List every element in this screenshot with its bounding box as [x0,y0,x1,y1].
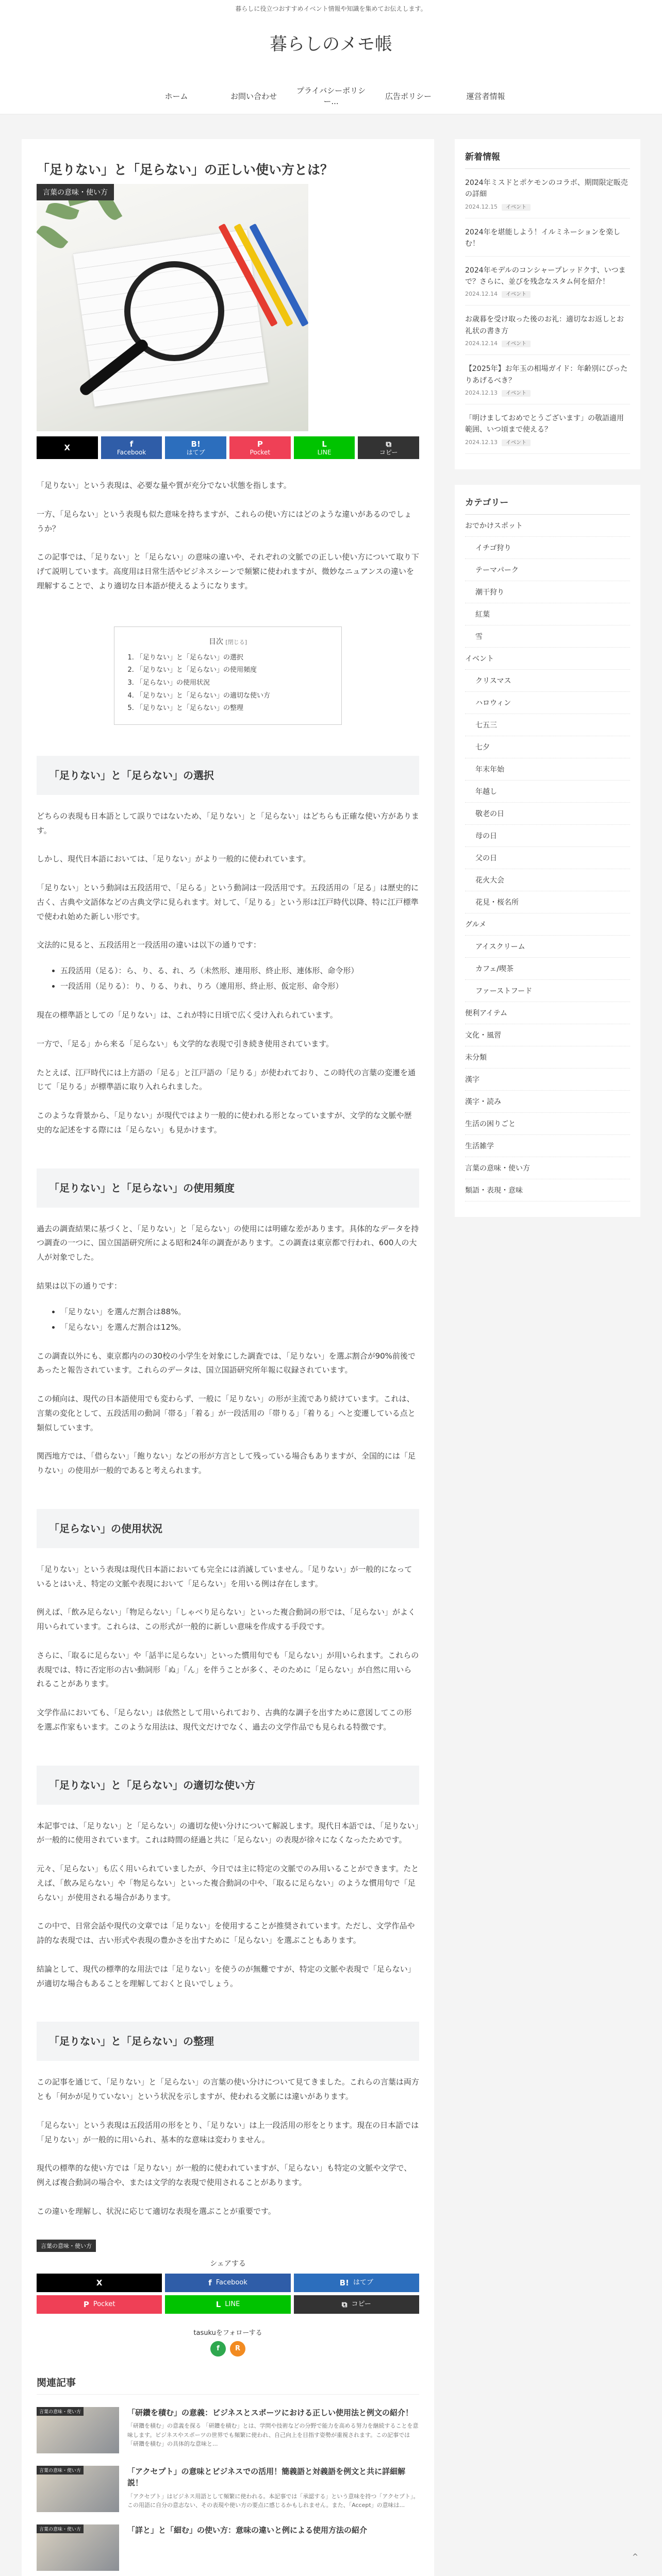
content-wrapper [0,139,662,2576]
share-button[interactable] [229,436,291,459]
section-paragraph: どちらの表現も日本語として誤りではないため、「足りない」と「足らない」はどちらも正確な使い方があります。 [37,811,419,835]
share-icon: P [83,2299,89,2309]
site-title[interactable] [0,15,662,78]
toc-item[interactable]: 3. 「足らない」の使用状況 [136,677,331,690]
nav-item[interactable]: ホーム [164,91,188,101]
toc-item[interactable]: 1. 「足りない」と「足らない」の選択 [136,652,331,665]
intro-paragraph: 「足りない」という表現は、必要な量や質が充分でない状態を指します。 [37,481,291,490]
section-paragraph: この記事を通じて、「足りない」と「足らない」の言葉の使い分けについて見てきました。これらの言葉は両方とも「何かが足りていない」という状況を示しますが、使われる文脈には違いがあります。 [37,2077,419,2102]
section-paragraph: 「足らない」という表現は五段活用の形をとり、「足りない」は上一段活用の形をとります。現在の日本語では「足りない」が一般的に用いられ、基本的な意味は変わりません。 [37,2120,419,2144]
new-post-item[interactable] [465,169,630,218]
article-title: 「足りない」と「足らない」の正しい使い方とは？ [37,162,334,177]
section-paragraph: 現在の標準語としての「足りない」は、これが特に日頃で広く受け入れられています。 [37,1010,338,1020]
section-paragraph: しかし、現代日本語においては、「足りない」がより一般的に使われています。 [37,854,311,864]
share-heading: シェアする [210,2259,246,2268]
category-link[interactable]: 言葉の意味・使い方 [465,1157,630,1179]
category-link[interactable]: 便利アイテム [465,1002,630,1024]
nav-item[interactable]: プライバシーポリシー... [296,86,366,106]
related-thumbnail[interactable] [37,2407,119,2453]
new-post-title[interactable]: 2024年ミスドとポケモンのコラボ、期間限定販売の詳細 [465,179,628,199]
share-button[interactable] [294,2295,419,2314]
new-post-meta [465,438,630,447]
share-icon: B! [339,2278,349,2287]
share-icon: L [322,439,327,449]
related-text [127,2407,419,2453]
category-link[interactable]: アイスクリーム [465,936,630,958]
nav-item[interactable]: 運営者情報 [466,91,505,101]
section-paragraph: 一方で、「足る」から来る「足らない」も文学的な表現で引き続き使用されています。 [37,1039,334,1048]
category-link[interactable]: 類語・表現・意味 [465,1179,630,1201]
new-post-meta [465,339,630,348]
toc-item[interactable]: 4. 「足りない」と「足らない」の適切な使い方 [136,690,331,703]
category-link[interactable]: 潮干狩り [465,581,630,603]
list-item: • 「足らない」を選んだ割合は12%。 [60,1319,419,1335]
list-item: • 五段活用（足る）：ら、り、る、れ、ろ（未然形、連用形、終止形、連体形、命令形） [60,963,419,978]
list-item: • 「足りない」を選んだ割合は88%。 [60,1304,419,1319]
new-post-title[interactable]: 2024年を堪能しよう！イルミネーションを楽しむ！ [465,228,621,248]
section-paragraph: 元々、「足らない」も広く用いられていましたが、今日では主に特定の文脈でのみ用いることができます。たとえば、「飲み足らない」や「物足らない」といった複合動詞の中や、「取るに足らない」のような慣用句で「足らない」が使用される場合があります。 [37,1864,419,1902]
category-link[interactable]: 花見・桜名所 [465,891,630,913]
share-icon: f [129,439,134,449]
share-button[interactable] [294,2274,419,2292]
intro-paragraph: 一方、「足らない」という表現も似た意味を持ちますが、これらの使い方にはどのような違いがあるのでしょうか？ [37,509,412,533]
toc-item[interactable]: 5. 「足りない」と「足らない」の整理 [136,702,331,715]
category-link[interactable]: 未分類 [465,1046,630,1069]
related-thumbnail[interactable] [37,2466,119,2512]
toc-list [125,652,331,715]
section-paragraph: 過去の調査結果に基づくと、「足りない」と「足らない」の使用には明確な差があります。具体的なデータを持つ調査の一つに、国立国語研究所による昭和24年の調査があります。この調査は東京都で行われ、600人の大人が対象でした。 [37,1224,419,1262]
section-heading: 「足りない」と「足らない」の整理 [37,2022,419,2061]
share-label: コピー [351,2300,371,2308]
new-post-date: 2024.12.15 [465,203,498,210]
new-post-badge: イベント [502,341,531,347]
related-thumbnail[interactable] [37,2524,119,2571]
section-heading: 「足りない」と「足らない」の選択 [37,756,419,795]
new-post-date: 2024.12.14 [465,340,498,347]
new-post-title[interactable]: 【2025年】お年玉の相場ガイド：年齢別にぴったりあげるべき？ [465,365,628,385]
share-button[interactable] [101,436,162,459]
share-label: LINE [317,448,332,456]
share-icon: L [216,2299,221,2309]
new-posts-widget [455,139,640,469]
section-paragraph: 例えば、「飲み足らない」「物足らない」「しゃべり足らない」といった複合動詞の形では、「足らない」がよく用いられています。これらは、この形式が一般的に新しい意味を作成する手段です。 [37,1607,416,1632]
category-link[interactable]: 漢字・読み [465,1091,630,1113]
new-post-item[interactable] [465,306,630,355]
related-article[interactable] [37,2407,419,2453]
related-text [127,2466,419,2512]
share-icon: f [208,2278,212,2287]
section-paragraph: 文学作品においても、「足らない」は依然として用いられており、古典的な調子を出すために意図してこの形を選ぶ作家もいます。このような用法は、現代文だけでなく、過去の文学作品でも見られる特徴です。 [37,1708,412,1732]
new-post-date: 2024.12.14 [465,291,498,298]
section-list [37,1304,419,1335]
share-label: コピー [379,448,398,456]
share-button[interactable] [165,2274,290,2292]
new-post-badge: イベント [502,204,531,211]
category-link[interactable]: 紅葉 [465,603,630,625]
category-link[interactable]: 年越し [465,781,630,803]
new-posts-heading: 新着情報 [465,149,630,169]
nav-item[interactable]: お問い合わせ [230,91,277,101]
category-link[interactable]: カフェ/喫茶 [465,958,630,980]
toc-title: 目次 [208,637,223,646]
new-post-item[interactable] [465,355,630,404]
category-link[interactable]: 敬老の日 [465,803,630,825]
new-post-meta [465,202,630,212]
related-category: 言葉の意味・使い方 [37,2524,84,2533]
share-label: はてブ [353,2278,373,2286]
section-paragraph: 「足りない」という動詞は五段活用で、「足らる」という動詞は一段活用です。五段活用の「足る」は歴史的に古く、古典や文語体などの古典文学に見られます。対して、「足りる」という形は江戸時代以降、特に江戸標準で使われ始めた新しい形です。 [37,883,419,921]
new-post-badge: イベント [502,439,531,446]
section-paragraph: さらに、「取るに足らない」や「話半に足らない」といった慣用句でも「足らない」が用いられます。これらの表現では、特に否定形の古い動詞形「ぬ」「ん」を伴うことが多く、そのために「足らない」が自然に用いられることがあります。 [37,1650,419,1689]
follow-icons [37,2341,419,2357]
section-paragraph: 「足りない」という表現は現代日本語においても完全には消滅していません。「足りない」が一般的になっているとはいえ、特定の文脈や表現において「足らない」を用いる例は存在します。 [37,1564,412,1588]
related-article[interactable] [37,2524,419,2571]
section-paragraph: 本記事では、「足りない」と「足らない」の適切な使い分けについて解説します。現代日本語では、「足りない」が一般的に使用されています。これは時間の経過と共に「足らない」の表現が徐々になくなったためです。 [37,1821,419,1845]
article-body [37,479,419,2571]
share-label: Pocket [250,448,271,456]
share-button[interactable] [37,2274,162,2292]
new-post-item[interactable] [465,218,630,257]
category-link[interactable]: 七五三 [465,714,630,736]
category-label[interactable]: 言葉の意味・使い方 [37,184,114,200]
toc-heading [125,636,331,647]
share-label: Pocket [93,2300,115,2308]
category-link[interactable]: 花火大会 [465,869,630,891]
hero-image [37,184,308,431]
share-icon: P [257,439,263,449]
share-button[interactable] [37,436,98,459]
list-item: • 一段活用（足りる）：り、りる、りれ、りろ（連用形、終止形、仮定形、命令形） [60,978,419,994]
section-heading: 「足りない」と「足らない」の使用頻度 [37,1168,419,1208]
category-link[interactable]: 七夕 [465,736,630,758]
section-paragraph: この調査以外にも、東京都内のの30校の小学生を対象にした調査では、「足りない」を選ぶ割合が90%前後であったと報告されています。これらのデータは、国立国語研究所年報に収録されています。 [37,1351,416,1375]
new-post-item[interactable] [465,257,630,306]
related-heading: 関連記事 [37,2375,419,2395]
category-link[interactable]: 文化・風習 [465,1024,630,1046]
share-icon: B! [191,439,201,449]
section-paragraph: この中で、日常会話や現代の文章では「足りない」を使用することが推奨されています。ただし、文学作品や詩的な表現では、古い形式や表現の豊かさを出すために「足らない」を選ぶこともあります。 [37,1921,415,1945]
share-button[interactable] [165,436,226,459]
related-article[interactable] [37,2466,419,2512]
section-heading: 「足りない」と「足らない」の適切な使い方 [37,1766,419,1805]
global-nav [0,78,662,114]
category-link[interactable]: 生活雑学 [465,1135,630,1157]
section-paragraph: たとえば、江戸時代には上方語の「足る」と江戸語の「足りる」が使われており、この時代の言葉の変遷を通じて「足りる」が標準語に取り入れられました。 [37,1067,416,1092]
section-paragraph: この傾向は、現代の日本語使用でも変わらず、一般に「足りない」の形が主流であり続けています。これは、言葉の変化として、五段活用の動詞「帯る」「着る」が一段活用の「帯りる」「着りる」へと変遷している点と類似しています。 [37,1394,416,1432]
section-paragraph: 結論として、現代の標準的な用法では「足りない」を使うのが無難ですが、特定の文脈や表現で「足らない」が適切な場合もあることを理解しておくと良いでしょう。 [37,1964,416,1988]
related-snippet: 「アクセプト」はビジネス用語として頻繁に使われる。本記事では「承認する」という意味を持つ「アクセプト」。この用語に自分の意志ない、その表現や使い方の要点に感じるかもしれません。また、「Accept」の意味は... [127,2493,419,2509]
share-label: LINE [225,2300,240,2308]
share-button[interactable] [165,2295,290,2314]
share-label: Facebook [117,448,146,456]
share-button[interactable] [37,2295,162,2314]
intro-paragraph: この記事では、「足りない」と「足らない」の意味の違いや、それぞれの文脈での正しい使い方について取り下げて説明しています。高度用は日常生活やビジネスシーンで頻繁に使われますが、微妙なニュアンスの違いを理解することで、より適切な日本語が使えるようになります。 [37,552,419,590]
section-paragraph: 現代の標準的な使い方では「足りない」が一般的に使われていますが、「足らない」も特定の文脈や文学で、例えば複合動詞の場合や、または文学的な表現で使用されることがあります。 [37,2163,412,2188]
share-buttons-bottom [37,2274,419,2314]
category-link[interactable]: ハロウィン [465,692,630,714]
rss-icon[interactable]: R [230,2341,245,2357]
section-paragraph: 結果は以下の通りです： [37,1281,122,1291]
new-post-date: 2024.12.13 [465,389,498,396]
toc-toggle[interactable]: [閉じる] [225,638,247,646]
related-text [127,2524,367,2571]
new-post-date: 2024.12.13 [465,438,498,446]
category-link[interactable]: 年末年始 [465,758,630,781]
nav-item[interactable]: 広告ポリシー [385,91,432,101]
tag-label[interactable]: 言葉の意味・使い方 [37,2240,96,2252]
section-paragraph: 関西地方では、「借らない」「飽りない」などの形が方言として残っている場合もありますが、全国的には「足りない」の使用が一般的であると考えられます。 [37,1451,416,1476]
related-title[interactable]: 「詳と」と「細む」の使い方：意味の違いと例による使用方法の紹介 [127,2525,368,2535]
section-paragraph: 文法的に見ると、五段活用と一段活用の違いは以下の通りです： [37,940,261,950]
new-post-title[interactable]: お歳暮を受け取った後のお礼：適切なお返しとお礼状の書き方 [465,315,624,335]
category-link[interactable]: 漢字 [465,1069,630,1091]
related-title[interactable]: 「アクセプト」の意味とビジネスでの活用！簡義語と対義語を例文と共に詳細解説！ [127,2466,406,2488]
category-link[interactable]: 母の日 [465,825,630,847]
category-link[interactable]: クリスマス [465,670,630,692]
share-icon: ⧉ [386,439,392,449]
new-post-badge: イベント [502,291,531,298]
site-title-text[interactable]: 暮らしのメモ帳 [270,34,392,55]
share-buttons-top [37,436,419,459]
follow-heading: tasukuをフォローする [193,2329,262,2337]
share-label: Facebook [216,2278,247,2286]
category-link[interactable]: テーマパーク [465,559,630,581]
new-post-title[interactable]: 「明けましておめでとうございます」の敬語適用範囲、いつ頃まで使える？ [465,414,624,434]
related-category: 言葉の意味・使い方 [37,2407,84,2416]
article-tags [37,2240,419,2252]
sidebar [455,139,640,2576]
new-post-badge: イベント [502,390,531,397]
main-content [22,139,434,2576]
category-link[interactable]: イベント [465,648,630,670]
back-to-top-icon[interactable]: ^ [632,2553,638,2561]
share-button[interactable] [358,436,419,459]
share-icon: ⧉ [341,2299,347,2309]
new-post-item[interactable] [465,404,630,454]
category-link[interactable]: グルメ [465,913,630,936]
related-category: 言葉の意味・使い方 [37,2466,84,2475]
new-post-title[interactable]: 2024年モデルのコンシャープレッドクす、いつまで？さらに、並びを残念なスタム何を紹介！ [465,266,626,286]
category-link[interactable]: 生活の困りごと [465,1113,630,1135]
table-of-contents [114,626,342,725]
share-icon: X [96,2278,103,2287]
share-label: はてブ [186,448,205,456]
new-post-meta [465,290,630,299]
category-link[interactable]: ファーストフード [465,980,630,1002]
share-button[interactable] [294,436,355,459]
section-list [37,963,419,994]
category-link[interactable]: 父の日 [465,847,630,869]
category-link[interactable]: おでかけスポット [465,515,630,537]
section-paragraph: この違いを理解し、状況に応じて適切な表現を選ぶことが重要です。 [37,2206,276,2216]
toc-item[interactable]: 2. 「足りない」と「足らない」の使用頻度 [136,664,331,677]
feedly-icon[interactable]: f [210,2341,226,2357]
new-post-meta [465,388,630,398]
section-heading: 「足らない」の使用状況 [37,1509,419,1548]
related-snippet: 「研鑽を積む」の意義を探る 「研鑽を積む」とは、学問や技術などの分野で能力を高める努力を継続することを意味します。ビジネスやスポーツの世界でも頻繁に使われ、自己向上を目指す姿勢が重視されます。この記事では「研鑽を積む」の具体的な意味と... [127,2422,419,2448]
share-icon: X [64,443,71,452]
category-link[interactable]: イチゴ狩り [465,537,630,559]
related-title[interactable]: 「研鑽を積む」の意義：ビジネスとスポーツにおける正しい使用法と例文の紹介！ [127,2408,413,2417]
site-tagline: 暮らしに役立つおすすめイベント情報や知識を集めてお伝えします。 [0,0,662,15]
section-paragraph: このような背景から、「足りない」が現代ではより一般的に使われる形となっていますが、文学的な文脈や歴史的な記述をする際には「足らない」も見かけます。 [37,1111,412,1134]
categories-widget [455,485,640,1217]
category-link[interactable]: 雪 [465,625,630,648]
categories-heading: カテゴリー [465,495,630,515]
